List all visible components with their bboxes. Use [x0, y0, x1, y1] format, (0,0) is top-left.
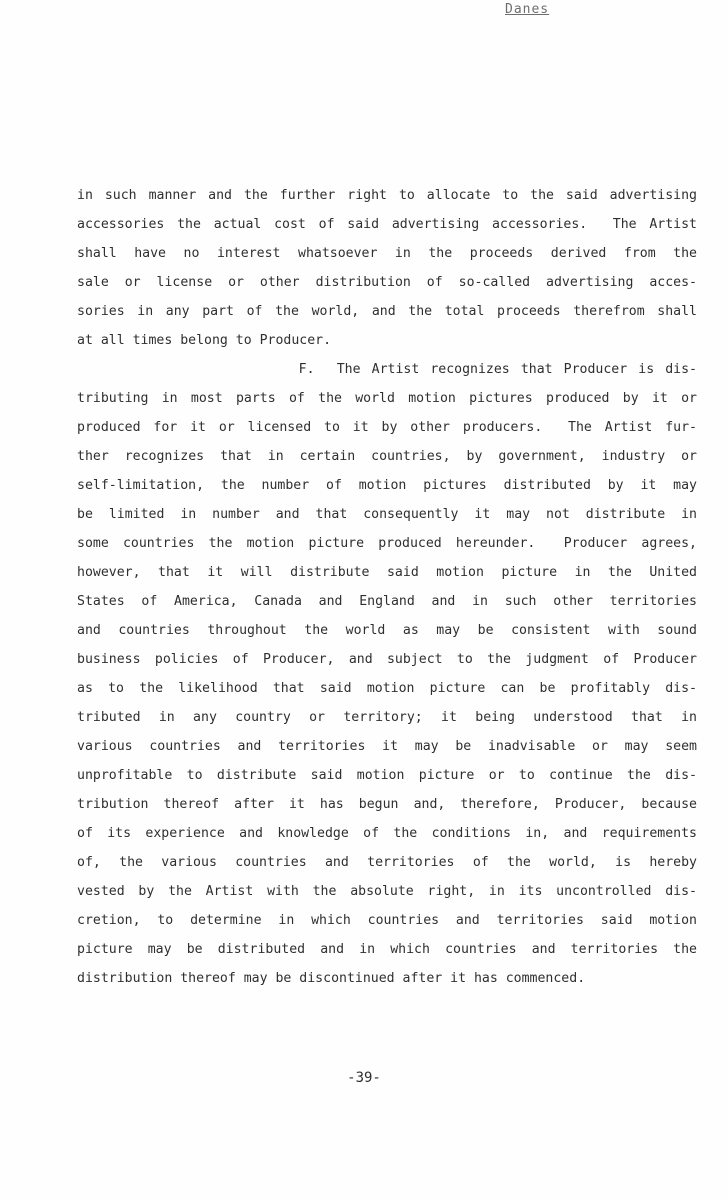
text-line: vested by the Artist with the absolute right, in its uncontrolled dis-: [77, 884, 697, 899]
text-line: self-limitation, the number of motion pictures distributed by it may: [77, 478, 697, 493]
text-line: tributed in any country or territory; it being understood that in: [77, 710, 697, 725]
text-line: produced for it or licensed to it by other producers. The Artist fur-: [77, 420, 697, 435]
text-line: at all times belong to Producer.: [77, 333, 332, 348]
text-line: distribution thereof may be discontinued after it has commenced.: [77, 971, 586, 986]
text-line: ther recognizes that in certain countries, by government, industry or: [77, 449, 697, 464]
text-line: picture may be distributed and in which countries and territories the: [77, 942, 697, 957]
text-line: in such manner and the further right to allocate to the said advertising: [77, 188, 697, 203]
text-line: tribution thereof after it has begun and, therefore, Producer, because: [77, 797, 697, 812]
text-line: various countries and territories it may be inadvisable or may seem: [77, 739, 697, 754]
text-line: of its experience and knowledge of the conditions in, and requirements: [77, 826, 697, 841]
text-line: and countries throughout the world as may be consistent with sound: [77, 623, 697, 638]
text-line: shall have no interest whatsoever in the proceeds derived from the: [77, 246, 697, 261]
body-text: [77, 181, 697, 993]
text-line: States of America, Canada and England and in such other territories: [77, 594, 697, 609]
text-line: as to the likelihood that said motion picture can be profitably dis-: [77, 681, 697, 696]
text-line: of, the various countries and territories of the world, is hereby: [77, 855, 697, 870]
text-line: sories in any part of the world, and the total proceeds therefrom shall: [77, 304, 697, 319]
text-line: unprofitable to distribute said motion picture or to continue the dis-: [77, 768, 697, 783]
text-line: accessories the actual cost of said advertising accessories. The Artist: [77, 217, 697, 232]
text-line: cretion, to determine in which countries and territories said motion: [77, 913, 697, 928]
text-line: F. The Artist recognizes that Producer is dis-: [77, 362, 697, 377]
text-line: some countries the motion picture produced hereunder. Producer agrees,: [77, 536, 697, 551]
page-number: -39-: [347, 1070, 381, 1086]
text-line: tributing in most parts of the world motion pictures produced by it or: [77, 391, 697, 406]
text-line: be limited in number and that consequently it may not distribute in: [77, 507, 697, 522]
header-mark: Danes: [505, 2, 550, 17]
text-line: sale or license or other distribution of so-called advertising acces-: [77, 275, 697, 290]
text-line: however, that it will distribute said motion picture in the United: [77, 565, 697, 580]
text-line: business policies of Producer, and subject to the judgment of Producer: [77, 652, 697, 667]
